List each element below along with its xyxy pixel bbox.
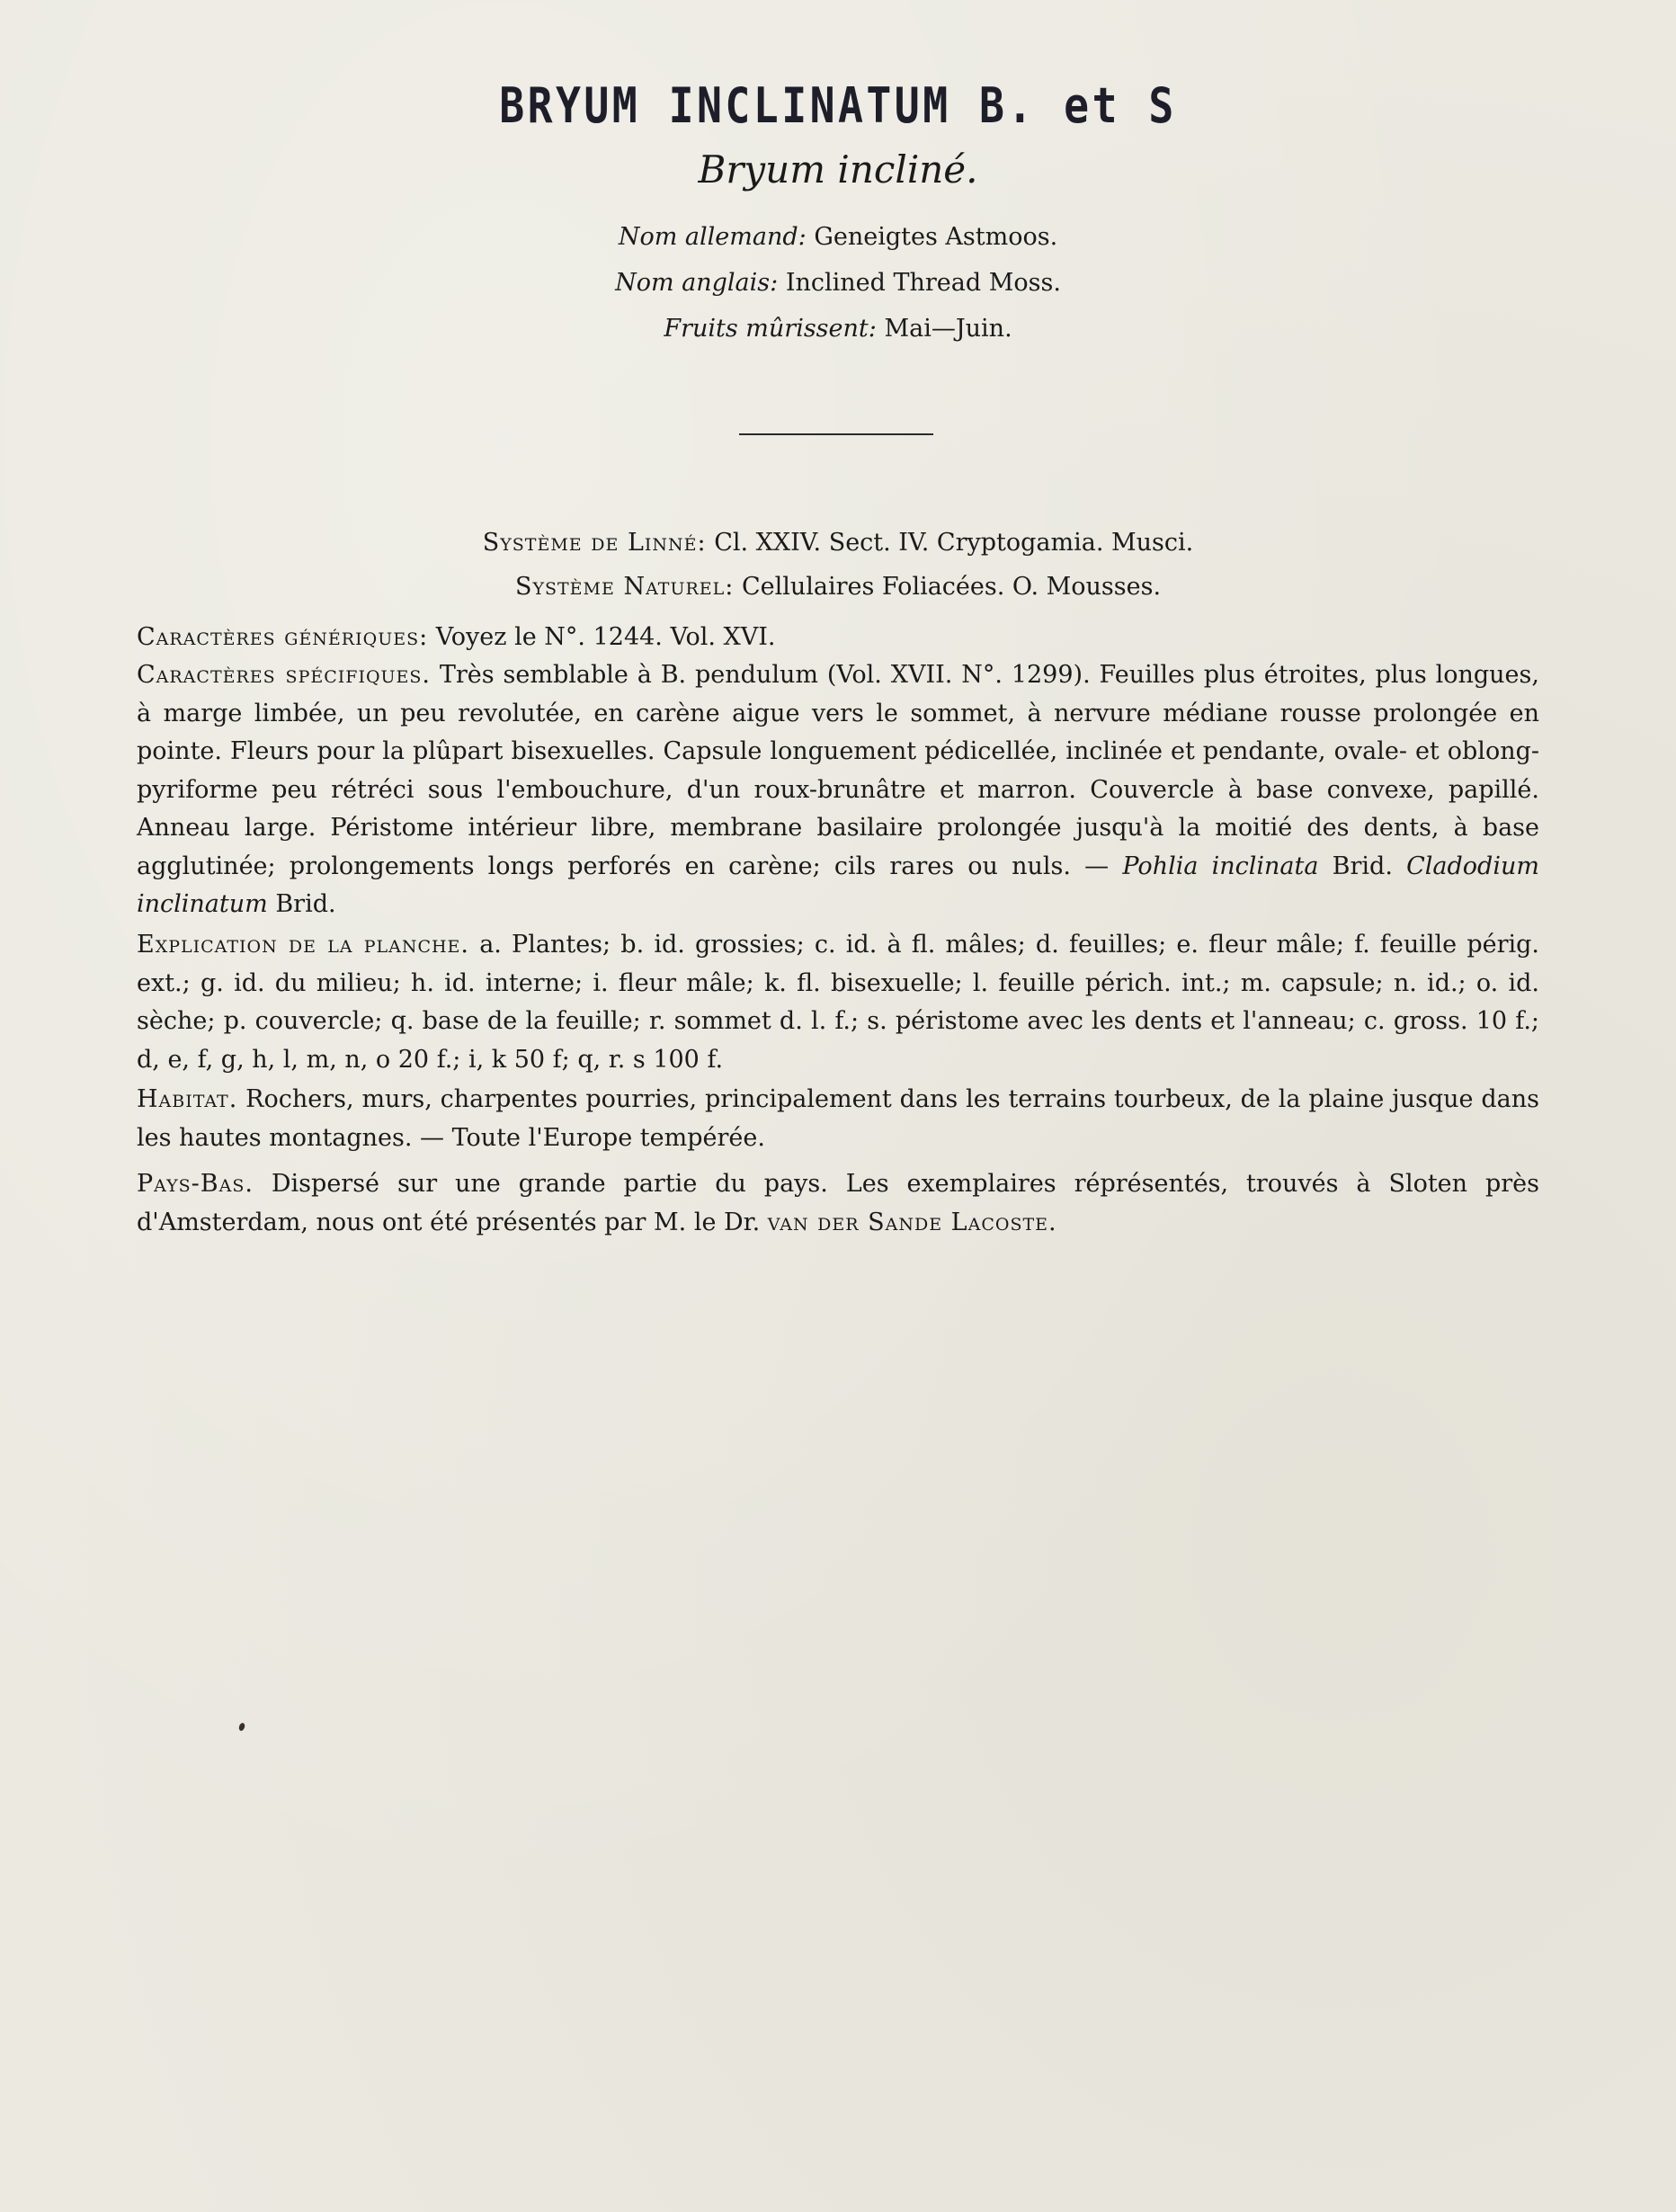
species-title: BRYUM INCLINATUM B. et S [499, 77, 1177, 134]
habitat-label: Habitat. [137, 1085, 238, 1113]
generic-characters-label: Caractères génériques: [137, 623, 429, 651]
ink-speck [238, 1722, 246, 1732]
linnean-system-value: Cl. XXIV. Sect. IV. Cryptogamia. Musci. [714, 529, 1194, 557]
generic-characters-text: Voyez le N°. 1244. Vol. XVI. [435, 623, 776, 651]
habitat-text: Rochers, murs, charpentes pourries, principalement dans les terrains tourbeux, de la plaine jusque dans les hautes montagnes. — Toute l'Europe tempérée. [137, 1085, 1539, 1152]
netherlands-paragraph [137, 1165, 1539, 1242]
fruiting-label: Fruits mûrissent: [664, 315, 877, 343]
english-name-row [0, 260, 1676, 306]
plate-explanation-paragraph [137, 926, 1539, 1079]
natural-system-line [0, 573, 1676, 601]
german-name-label: Nom allemand: [618, 223, 807, 251]
synonym-cladodium: Cladodium inclinatum [137, 852, 1539, 918]
common-names-block [0, 214, 1676, 352]
synonym-pohlia: Pohlia inclinata [1122, 852, 1319, 880]
german-name-row [0, 214, 1676, 260]
french-common-name: Bryum incliné. [698, 147, 978, 192]
specific-characters-paragraph [137, 656, 1539, 924]
fruiting-value: Mai—Juin. [884, 315, 1012, 343]
netherlands-text: Dispersé sur une grande partie du pays. Les exemplaires réprésentés, trouvés à Sloten près d'Amsterdam, nous ont été présentés par M. le Dr. [137, 1170, 1539, 1236]
specific-characters-text: Très semblable à B. pendulum (Vol. XVII. N°. 1299). Feuilles plus étroites, plus longues, à marge limbée, un peu revolutée, en carène aigue vers le sommet, à nervure médiane rousse prolongée en pointe. Fleurs pour la plûpart bisexuelles. Capsule longuement pédicellée, inclinée et pendante, ovale- et oblong-pyriforme peu rétréci sous l'embouchure, d'un roux-brunâtre et marron. Couvercle à base convexe, papillé. Anneau large. Péristome intérieur libre, membrane basilaire prolongée jusqu'à la moitié des dents, à base agglutinée; prolongements longs perforés en carène; cils rares ou nuls. — [137, 661, 1539, 880]
plate-explanation-label: Explication de la planche. [137, 931, 470, 959]
specific-characters-label: Caractères spécifiques. [137, 661, 432, 689]
linnean-system-line [0, 529, 1676, 557]
german-name-value: Geneigtes Astmoos. [814, 223, 1058, 251]
plate-explanation-text: a. Plantes; b. id. grossies; c. id. à fl. mâles; d. feuilles; e. fleur mâle; f. feuille périg. ext.; g. id. du milieu; h. id. interne; i. fleur mâle; k. fl. bisexuelle; l. feuille périch. int.; m. capsule; n. id.; o. id. sèche; p. couvercle; q. base de la feuille; r. sommet d. l. f.; s. péristome avec les dents et l'anneau; c. gross. 10 f.; d, e, f, g, h, l, m, n, o 20 f.; i, k 50 f; q, r. s 100 f. [137, 931, 1539, 1074]
generic-characters-paragraph [137, 619, 1539, 657]
linnean-system-label: Système de Linné: [482, 529, 707, 557]
natural-system-label: Système Naturel: [514, 573, 735, 601]
collector-name: van der Sande Lacoste. [767, 1208, 1057, 1236]
divider-rule [739, 433, 933, 435]
english-name-value: Inclined Thread Moss. [785, 269, 1061, 297]
english-name-label: Nom anglais: [615, 269, 779, 297]
synonym-cladodium-author: Brid. [275, 890, 336, 918]
synonym-pohlia-author: Brid. [1332, 852, 1393, 880]
netherlands-label: Pays-Bas. [137, 1170, 254, 1198]
habitat-paragraph [137, 1081, 1539, 1157]
natural-system-value: Cellulaires Foliacées. O. Mousses. [741, 573, 1162, 601]
fruiting-row [0, 306, 1676, 352]
